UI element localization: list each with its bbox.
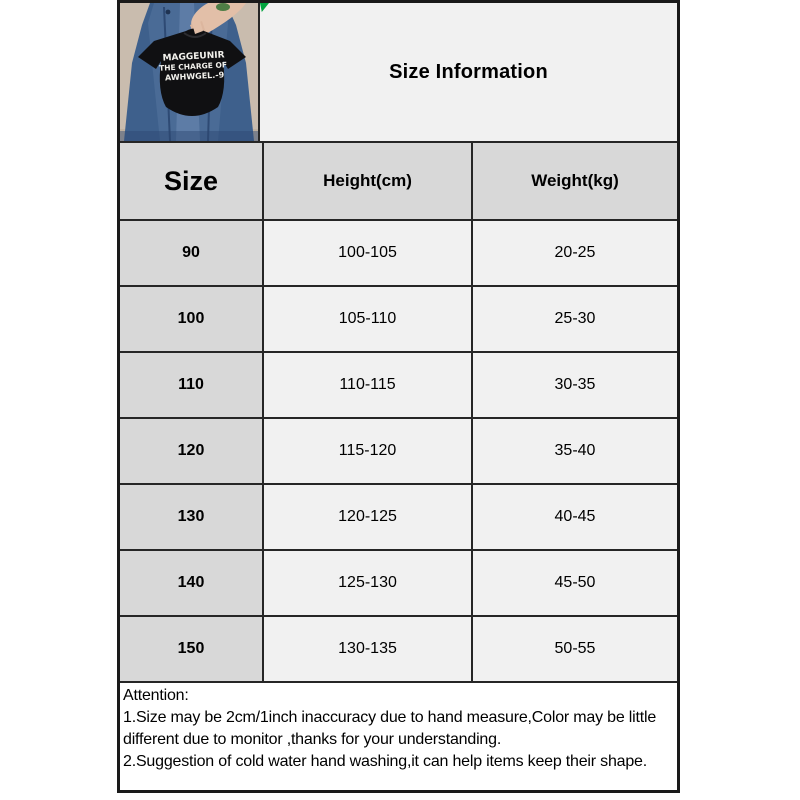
size-cell: 130 — [120, 485, 264, 549]
attention-line-1: 1.Size may be 2cm/1inch inaccuracy due to hand measure,Color may be little different due to monitor ,thanks for your understanding. — [123, 709, 657, 748]
table-row — [120, 351, 677, 417]
size-cell: 150 — [120, 617, 264, 681]
page-title: Size Information — [389, 60, 548, 83]
weight-cell: 45-50 — [473, 551, 677, 615]
column-header-weight: Weight(kg) — [473, 143, 677, 219]
cell-corner-marker-icon — [260, 3, 269, 12]
table-row — [120, 417, 677, 483]
shirt-print-line-2: THE CHARGE OF — [158, 60, 228, 73]
weight-cell: 20-25 — [473, 221, 677, 285]
size-cell: 120 — [120, 419, 264, 483]
product-photo-graphic — [120, 3, 258, 141]
weight-cell: 50-55 — [473, 617, 677, 681]
weight-cell: 25-30 — [473, 287, 677, 351]
product-photo — [120, 3, 260, 141]
weight-cell: 30-35 — [473, 353, 677, 417]
shirt-print-line-1: MAGGEUNIR — [162, 50, 225, 64]
height-cell: 105-110 — [264, 287, 473, 351]
height-cell: 115-120 — [264, 419, 473, 483]
column-header-height: Height(cm) — [264, 143, 473, 219]
attention-note — [120, 681, 677, 790]
table-row — [120, 483, 677, 549]
weight-cell: 35-40 — [473, 419, 677, 483]
size-cell: 90 — [120, 221, 264, 285]
top-row — [120, 3, 677, 141]
height-cell: 100-105 — [264, 221, 473, 285]
height-cell: 110-115 — [264, 353, 473, 417]
weight-cell: 40-45 — [473, 485, 677, 549]
size-cell: 140 — [120, 551, 264, 615]
size-cell: 100 — [120, 287, 264, 351]
attention-line-2: 2.Suggestion of cold water hand washing,it can help items keep their shape. — [123, 753, 648, 770]
size-cell: 110 — [120, 353, 264, 417]
table-row — [120, 219, 677, 285]
table-row — [120, 615, 677, 681]
table-row — [120, 549, 677, 615]
height-cell: 130-135 — [264, 617, 473, 681]
shirt-print-line-3: AWHWGEL.-9 — [164, 70, 225, 83]
size-chart-table — [117, 0, 680, 793]
height-cell: 125-130 — [264, 551, 473, 615]
title-cell — [260, 3, 677, 141]
table-row — [120, 285, 677, 351]
height-cell: 120-125 — [264, 485, 473, 549]
attention-heading: Attention: — [123, 687, 189, 704]
table-header-row — [120, 141, 677, 219]
column-header-size: Size — [120, 143, 264, 219]
